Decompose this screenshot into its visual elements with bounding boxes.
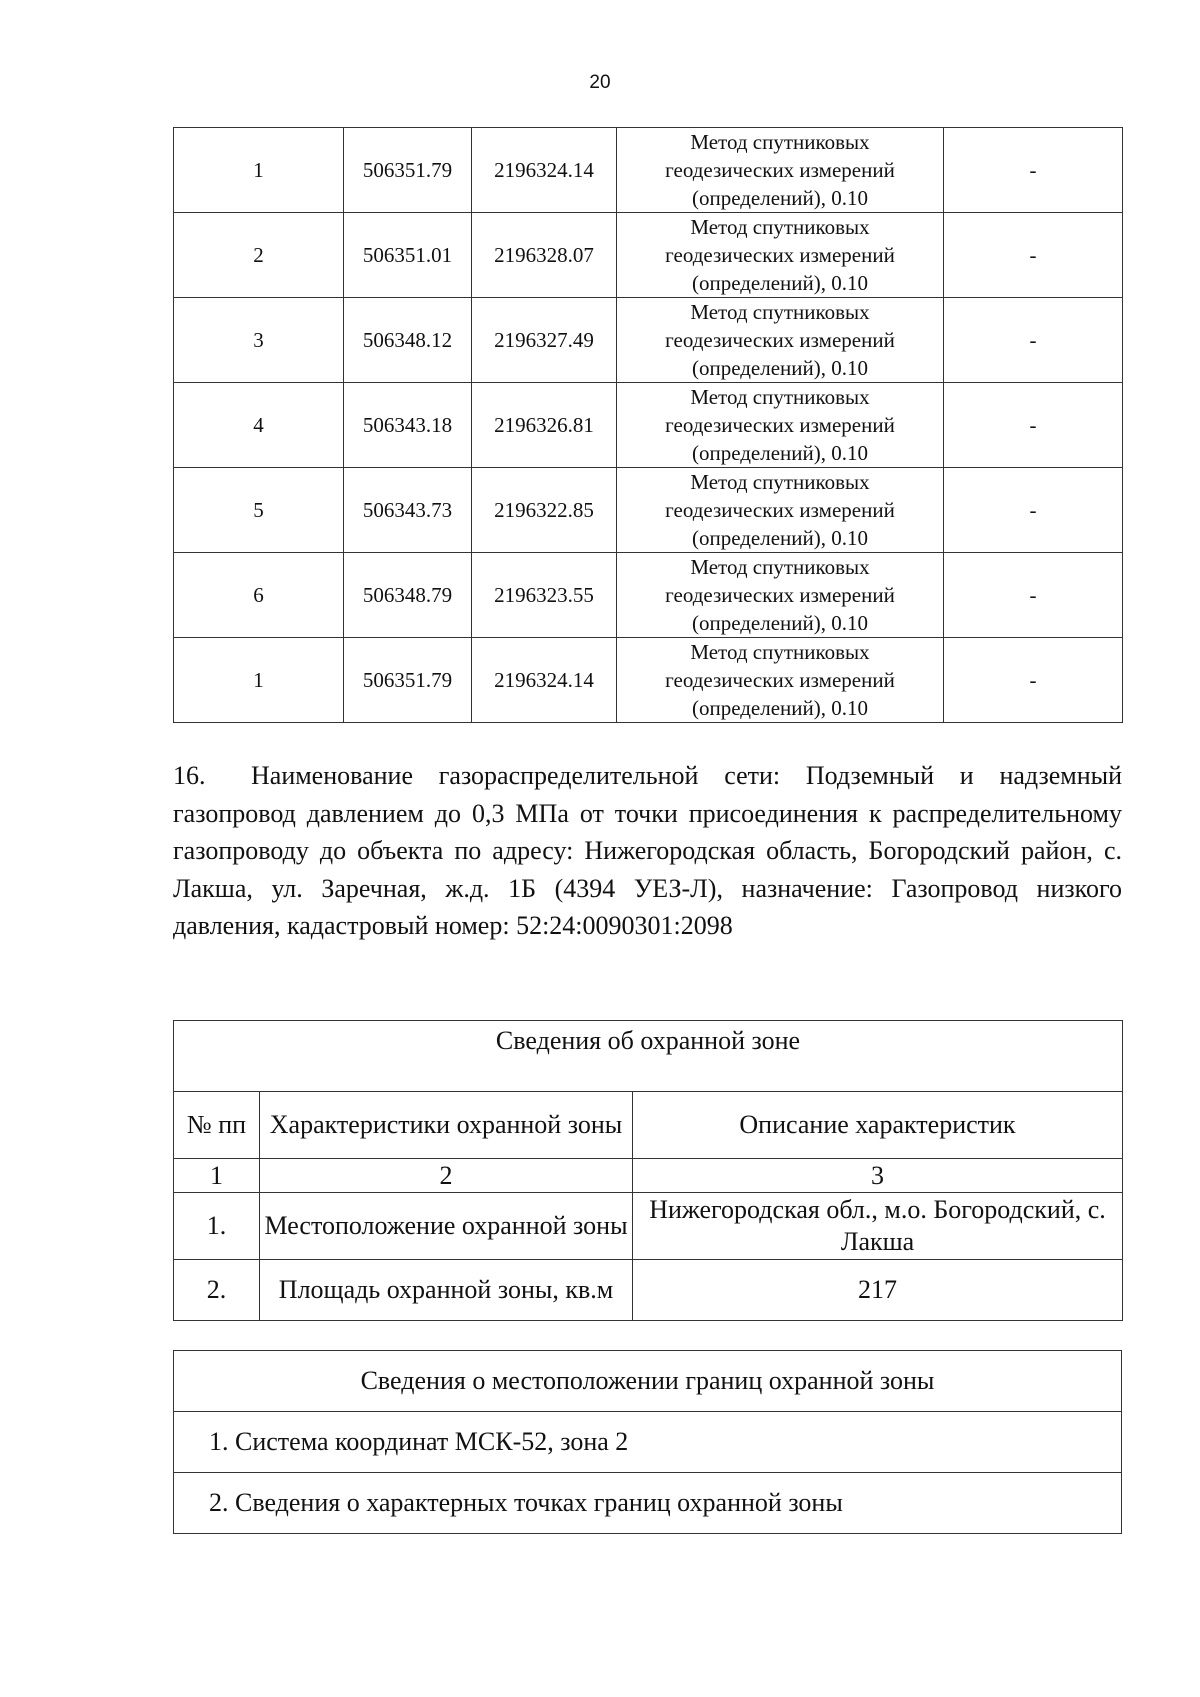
- note: -: [944, 213, 1123, 298]
- table-row: [174, 468, 1123, 553]
- method-line: Метод спутниковых: [690, 385, 870, 409]
- point-number: 1: [174, 638, 344, 723]
- section-number: 16.: [173, 761, 206, 790]
- boundaries-table: [173, 1350, 1122, 1534]
- table-row: [174, 213, 1123, 298]
- note: -: [944, 383, 1123, 468]
- point-number: 3: [174, 298, 344, 383]
- table-row: [174, 383, 1123, 468]
- col-header-characteristic: Характеристики охранной зоны: [260, 1092, 633, 1159]
- coord-x: 506351.01: [344, 213, 472, 298]
- table-row: [174, 1260, 1123, 1321]
- method-line: (определений), 0.10: [691, 186, 869, 210]
- section-16-paragraph: [173, 757, 1122, 945]
- method: [617, 638, 944, 723]
- method-line: (определений), 0.10: [691, 441, 869, 465]
- table-row: [174, 638, 1123, 723]
- col-index: 1: [174, 1159, 260, 1193]
- table-row: [174, 553, 1123, 638]
- method: [617, 213, 944, 298]
- row-number: 2.: [174, 1260, 260, 1321]
- method-line: (определений), 0.10: [691, 271, 869, 295]
- bounds-item: 2. Сведения о характерных точках границ охранной зоны: [174, 1473, 1122, 1534]
- coord-y: 2196327.49: [472, 298, 617, 383]
- method: [617, 128, 944, 213]
- note: -: [944, 553, 1123, 638]
- method-line: Метод спутниковых: [690, 215, 870, 239]
- coord-x: 506343.18: [344, 383, 472, 468]
- row-characteristic: Площадь охранной зоны, кв.м: [260, 1260, 633, 1321]
- point-number: 5: [174, 468, 344, 553]
- method: [617, 383, 944, 468]
- method-line: Метод спутниковых: [690, 640, 870, 664]
- coord-x: 506351.79: [344, 128, 472, 213]
- point-number: 2: [174, 213, 344, 298]
- table-row: [174, 298, 1123, 383]
- table-row: [174, 1193, 1123, 1260]
- col-header-number: № пп: [174, 1092, 260, 1159]
- note: -: [944, 638, 1123, 723]
- coord-y: 2196323.55: [472, 553, 617, 638]
- method-line: (определений), 0.10: [691, 696, 869, 720]
- coord-y: 2196328.07: [472, 213, 617, 298]
- method-line: геодезических измерений: [665, 328, 895, 352]
- method: [617, 468, 944, 553]
- point-number: 6: [174, 553, 344, 638]
- protection-zone-table: [173, 1020, 1123, 1321]
- method-line: геодезических измерений: [665, 498, 895, 522]
- coord-x: 506343.73: [344, 468, 472, 553]
- note: -: [944, 468, 1123, 553]
- coord-y: 2196324.14: [472, 638, 617, 723]
- method: [617, 553, 944, 638]
- method-line: Метод спутниковых: [690, 470, 870, 494]
- coord-y: 2196324.14: [472, 128, 617, 213]
- point-number: 4: [174, 383, 344, 468]
- coord-x: 506348.79: [344, 553, 472, 638]
- row-characteristic: Местоположение охранной зоны: [260, 1193, 633, 1260]
- point-number: 1: [174, 128, 344, 213]
- note: -: [944, 128, 1123, 213]
- col-header-description: Описание характеристик: [633, 1092, 1123, 1159]
- method-line: Метод спутниковых: [690, 300, 870, 324]
- zone-table-title: Сведения об охранной зоне: [174, 1021, 1123, 1092]
- method-line: геодезических измерений: [665, 668, 895, 692]
- method-line: геодезических измерений: [665, 413, 895, 437]
- method: [617, 298, 944, 383]
- coord-y: 2196322.85: [472, 468, 617, 553]
- method-line: геодезических измерений: [665, 158, 895, 182]
- coord-x: 506351.79: [344, 638, 472, 723]
- section-text: Наименование газораспределительной сети: Подземный и надземный газопровод давлением до 0,3 МПа от точки присоединения к распределительному газопроводу до объекта по адресу: Нижегородская область, Богородский район, с. Лакша, ул. Заречная, ж.д. 1Б (4394 УЕЗ-Л), назначение: Газопровод низкого давления, кадастровый номер: 52:24:0090301:2098: [173, 761, 1122, 940]
- table-row: [174, 128, 1123, 213]
- method-line: Метод спутниковых: [690, 555, 870, 579]
- method-line: Метод спутниковых: [690, 130, 870, 154]
- col-index: 2: [260, 1159, 633, 1193]
- method-line: (определений), 0.10: [691, 526, 869, 550]
- method-line: геодезических измерений: [665, 243, 895, 267]
- coord-x: 506348.12: [344, 298, 472, 383]
- method-line: (определений), 0.10: [691, 611, 869, 635]
- page-number: 20: [589, 72, 611, 93]
- bounds-table-title: Сведения о местоположении границ охранной зоны: [174, 1351, 1122, 1412]
- note: -: [944, 298, 1123, 383]
- col-index: 3: [633, 1159, 1123, 1193]
- coord-y: 2196326.81: [472, 383, 617, 468]
- row-number: 1.: [174, 1193, 260, 1260]
- coordinates-table: [173, 127, 1123, 723]
- row-description: 217: [633, 1260, 1123, 1321]
- row-description: Нижегородская обл., м.о. Богородский, с. Лакша: [633, 1193, 1123, 1260]
- method-line: геодезических измерений: [665, 583, 895, 607]
- method-line: (определений), 0.10: [691, 356, 869, 380]
- bounds-item: 1. Система координат МСК-52, зона 2: [174, 1412, 1122, 1473]
